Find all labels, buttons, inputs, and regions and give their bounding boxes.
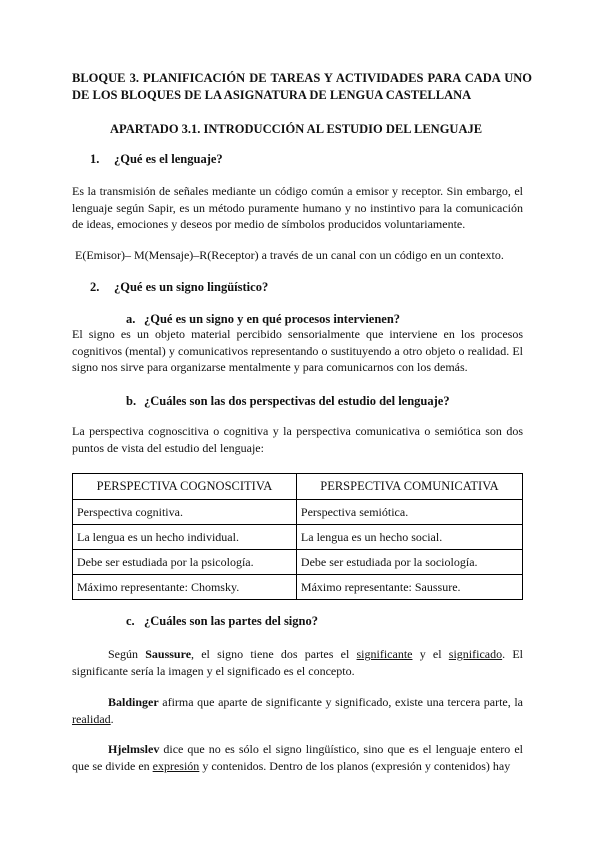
text-run: y el: [412, 647, 449, 661]
table-cell: Debe ser estudiada por la sociología.: [296, 550, 522, 575]
author-saussure: Saussure: [145, 647, 192, 661]
paragraph-perspectives: La perspectiva cognoscitiva o cognitiva y la perspectiva comunicativa o semiótica son dos puntos de vista del estudio del lenguaje:: [72, 424, 523, 455]
table-cell: Máximo representante: Chomsky.: [73, 575, 297, 600]
table-cell: La lengua es un hecho social.: [296, 525, 522, 550]
subsection-c-letter: c.: [126, 614, 135, 628]
table-cell: La lengua es un hecho individual.: [73, 525, 297, 550]
text-run: , el signo tiene dos partes el: [191, 647, 357, 661]
question-1-heading: [90, 151, 223, 168]
question-2-number: 2.: [90, 280, 100, 294]
author-baldinger: Baldinger: [108, 695, 159, 709]
term-significado: significado: [448, 647, 503, 661]
subsection-b-heading: [126, 393, 450, 410]
perspectives-table: [72, 473, 523, 600]
text-run: .: [110, 711, 114, 726]
table-row: [73, 575, 523, 600]
text-run: . El significante sería la imagen y el significado es el concepto.: [72, 647, 524, 678]
table-row: [73, 500, 523, 525]
term-expresion: expresión: [152, 758, 200, 773]
text-run: y contenidos. Dentro de los planos (expresión y contenidos) hay: [199, 758, 511, 773]
paragraph-hjelmslev: [72, 741, 523, 774]
subsection-a-title: ¿Qué es un signo y en qué procesos intervienen?: [144, 312, 401, 326]
section-title: APARTADO 3.1. INTRODUCCIÓN AL ESTUDIO DEL LENGUAJE: [110, 122, 483, 136]
text-run: dice que no es sólo el signo lingüístico, sino que es el lenguaje entero el que se divide en: [72, 742, 523, 773]
table-cell: Perspectiva semiótica.: [296, 500, 522, 525]
paragraph-language-definition: Es la transmisión de señales mediante un código común a emisor y receptor. Sin embargo, el lenguaje según Sapir, es un método puramente humano y no instintivo para la comunicación de ideas, emociones y deseos por medio de símbolos producidos voluntariamente.: [72, 184, 523, 231]
term-realidad: realidad: [72, 711, 111, 726]
table-cell: Máximo representante: Saussure.: [296, 575, 522, 600]
table-cell: Perspectiva cognitiva.: [73, 500, 297, 525]
subsection-c-title: ¿Cuáles son las partes del signo?: [144, 614, 318, 628]
question-1-number: 1.: [90, 152, 100, 166]
paragraph-baldinger: [72, 694, 523, 727]
block-title: [72, 70, 532, 104]
subsection-a-letter: a.: [126, 312, 136, 326]
table-header-communicative: PERSPECTIVA COMUNICATIVA: [296, 474, 522, 500]
term-significante: significante: [356, 647, 413, 661]
block-title-line2: DE LOS BLOQUES DE LA ASIGNATURA DE LENGUA CASTELLANA: [72, 88, 472, 102]
table-header-row: [73, 474, 523, 500]
question-2-title: ¿Qué es un signo lingüístico?: [114, 280, 269, 294]
text-run: afirma que aparte de significante y significado, existe una tercera parte, la: [158, 695, 523, 709]
subsection-c-heading: [126, 613, 318, 630]
author-hjelmslev: Hjelmslev: [108, 742, 160, 756]
block-title-line1: BLOQUE 3. PLANIFICACIÓN DE TAREAS Y ACTIVIDADES PARA CADA UNO: [72, 71, 532, 85]
paragraph-sign-definition: El signo es un objeto material percibido sensorialmente que interviene en los procesos cognitivos (mental) y comunicativos representando o sustituyendo a otro objeto o realidad. El signo nos sirve para organizarse mentalmente y para comunicarnos con los demás.: [72, 327, 523, 374]
subsection-b-title: ¿Cuáles son las dos perspectivas del estudio del lenguaje?: [144, 394, 450, 408]
paragraph-communication-formula: E(Emisor)– M(Mensaje)–R(Receptor) a través de un canal con un código en un contexto.: [75, 248, 504, 262]
table-row: [73, 550, 523, 575]
question-2-heading: [90, 279, 268, 296]
table-cell: Debe ser estudiada por la psicología.: [73, 550, 297, 575]
table-header-cognitive: PERSPECTIVA COGNOSCITIVA: [73, 474, 297, 500]
text-run: Según: [108, 647, 146, 661]
paragraph-saussure: [72, 646, 523, 679]
subsection-b-letter: b.: [126, 394, 137, 408]
question-1-title: ¿Qué es el lenguaje?: [114, 152, 223, 166]
table-row: [73, 525, 523, 550]
